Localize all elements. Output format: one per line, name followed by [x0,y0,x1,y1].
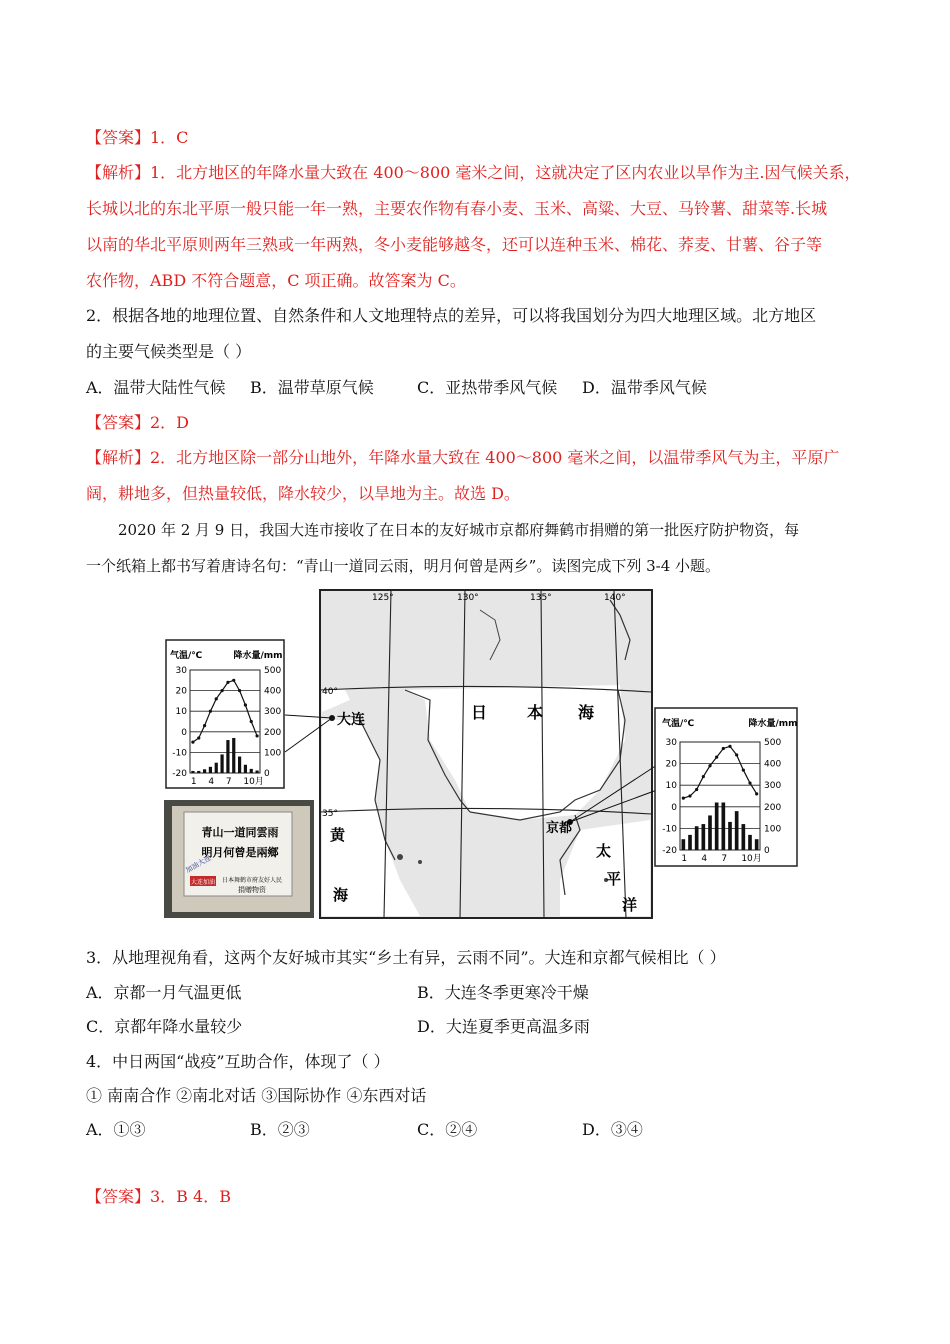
temp-point [220,689,223,692]
q1-analysis-line-2: 长城以北的东北平原一般只能一年一熟，主要农作物有春小麦、玉米、高粱、大豆、马铃薯、甜菜等.长城 [86,199,828,218]
q2-analysis-line-2: 阔，耕地多，但热量较低，降水较少，以旱地为主。故选 D。 [86,484,520,503]
temp-point [722,747,725,750]
precip-tick-label: 500 [264,666,282,676]
q2-option-b: B．温带草原气候 [250,378,374,397]
month-tick-label: 4 [701,854,708,864]
temp-point [688,794,691,797]
temp-point [244,703,247,706]
q4-option-b: B．②③ [250,1120,310,1139]
donation-box-photo [164,800,314,918]
precip-bar [748,835,752,850]
temp-tick-label: 0 [181,727,187,738]
precip-bar [250,769,253,773]
kyoto-climate-chart [655,708,798,866]
precip-bar [238,757,241,773]
photo-small-print: 日本舞鹤市府友好人民 [221,877,283,884]
temp-point [708,764,711,767]
temp-point [702,775,705,778]
month-tick-label: 1 [681,854,688,864]
month-tick-label: 1 [190,777,197,787]
lat-35: 35° [322,809,338,819]
temp-point [250,720,253,723]
precip-bar [209,767,212,773]
q4-option-d: D．③④ [582,1120,643,1139]
passage-line-2: 一个纸箱上都书写着唐诗名句：“青山一道同云雨，明月何曾是两乡”。读图完成下列 3-4 小题。 [86,557,721,575]
temp-point [226,681,229,684]
label-pacific-3: 洋 [622,896,638,914]
precip-bar [682,839,686,850]
q4-items: ① 南南合作 ②南北对话 ③国际协作 ④东西对话 [86,1086,427,1105]
label-yellow-sea-2: 海 [333,886,349,904]
q3-option-c: C．京都年降水量较少 [86,1017,243,1036]
month-tick-label: 10月 [741,854,762,864]
q2-option-c: C．亚热带季风气候 [417,378,558,397]
q2-answer: 【答案】2．D [86,413,190,432]
q2-stem-line-2: 的主要气候类型是（ ） [86,342,252,361]
precip-bar [715,802,719,850]
month-tick-label: 7 [721,854,728,864]
precip-bar [742,824,746,850]
temp-point [728,745,731,748]
temp-tick-label: 10 [665,781,677,792]
precip-tick-label: 0 [764,846,770,856]
precip-bar [226,740,229,773]
q4-option-c: C．②④ [417,1120,478,1139]
temp-point [735,753,738,756]
temp-point [682,797,685,800]
q3-option-b: B．大连冬季更寒冷干燥 [417,983,589,1002]
precip-tick-label: 200 [264,727,282,738]
temp-tick-label: -20 [172,769,187,779]
temp-point [197,736,200,739]
precip-bar [244,765,247,773]
temp-point [215,697,218,700]
answer-3-4: 【答案】3．B 4．B [86,1187,231,1206]
precip-bar [695,826,699,850]
precip-bar [755,839,759,850]
lon-130: 130° [457,593,479,603]
temp-point [742,768,745,771]
temp-tick-label: -10 [662,824,677,835]
temp-point [755,792,758,795]
q1-analysis-line-4: 农作物，ABD 不符合题意，C 项正确。故答案为 C。 [86,271,466,290]
label-pacific-1: 太 [596,842,612,860]
label-kyoto: 京都 [546,821,573,836]
photo-poem-line-2: 明月何曾是兩鄉 [201,846,279,859]
precip-bar [688,835,692,850]
temp-tick-label: 0 [671,802,677,813]
temp-tick-label: 30 [175,666,187,676]
temp-point [695,788,698,791]
q3-option-d: D．大连夏季更高温多雨 [417,1017,590,1036]
temp-tick-label: 30 [665,738,677,748]
temp-point [203,724,206,727]
photo-side-text: 加油大连 [184,853,213,875]
precip-tick-label: 400 [764,759,782,770]
label-dalian: 大连 [337,712,365,728]
lat-40: 40° [322,687,338,697]
precip-bar [191,771,194,773]
precip-tick-label: 200 [764,802,782,813]
map [285,590,657,918]
chart1-temp-label: 气温/℃ [170,651,203,661]
precip-bar [220,754,223,773]
temp-point [209,710,212,713]
precip-bar [702,824,706,850]
temp-tick-label: 10 [175,707,187,718]
temp-point [238,689,241,692]
precip-tick-label: 0 [264,769,270,779]
temp-tick-label: 20 [175,686,187,697]
lon-125: 125° [372,593,394,603]
temp-point [748,781,751,784]
q2-stem-line-1: 2．根据各地的地理位置、自然条件和人文地理特点的差异，可以将我国划分为四大地理区域。北方地区 [86,306,817,325]
q2-option-d: D．温带季风气候 [582,378,707,397]
precip-bar [215,763,218,773]
label-sea-of-japan-1: 日 [471,703,488,722]
precip-bar [728,822,732,850]
temp-tick-label: -10 [172,748,187,759]
month-tick-label: 10月 [243,777,264,787]
chart1-precip-label: 降水量/mm [233,651,283,661]
photo-small-print-2: 捐赠物资 [238,886,266,894]
chart2-precip-label: 降水量/mm [748,719,798,729]
q3-option-a: A．京都一月气温更低 [86,983,242,1002]
precip-tick-label: 500 [764,738,782,748]
q2-option-a: A．温带大陆性气候 [86,378,226,397]
passage-line-1: 2020 年 2 月 9 日，我国大连市接收了在日本的友好城市京都府舞鹤市捐赠的第一批医疗防护物资，每 [118,521,800,539]
precip-bar [203,769,206,773]
precip-bar [255,771,258,773]
q2-analysis-line-1: 【解析】2．北方地区除一部分山地外，年降水量大致在 400～800 毫米之间，以温带季风气为主，平原广 [86,448,840,467]
label-pacific-2: 平 [606,870,622,888]
precip-bar [722,802,726,850]
lon-135: 135° [530,593,552,603]
q1-analysis-line-3: 以南的华北平原则两年三熟或一年两熟，冬小麦能够越冬，还可以连种玉米、棉花、荞麦、甘薯、谷子等 [86,235,823,254]
temp-point [191,741,194,744]
precip-tick-label: 300 [764,781,782,792]
q3-stem: 3．从地理视角看，这两个友好城市其实“乡土有异，云雨不同”。大连和京都气候相比（ ） [86,948,726,967]
precip-bar [197,771,200,773]
precip-bar [708,815,712,850]
month-tick-label: 7 [225,777,232,787]
lon-140: 140° [604,593,626,603]
precip-bar [232,738,235,773]
dalian-climate-chart [166,640,284,788]
temp-point [232,679,235,682]
temp-tick-label: 20 [665,759,677,770]
q1-answer: 【答案】1．C [86,128,189,147]
photo-badge: 大连加油 [190,879,216,886]
label-yellow-sea-1: 黄 [330,826,346,844]
q4-option-a: A．①③ [86,1120,146,1139]
temp-point [255,734,258,737]
photo-poem-line-1: 青山一道同雲雨 [201,826,279,839]
q1-analysis-line-1: 【解析】1．北方地区的年降水量大致在 400～800 毫米之间，这就决定了区内农业以旱作为主.因气候关系， [86,163,861,182]
chart2-temp-label: 气温/℃ [662,719,695,729]
precip-tick-label: 100 [264,748,282,759]
precip-tick-label: 400 [264,686,282,697]
q4-stem: 4．中日两国“战疫”互助合作，体现了（ ） [86,1052,390,1071]
precip-tick-label: 100 [764,824,782,835]
label-sea-of-japan-2: 本 [527,703,544,722]
precip-tick-label: 300 [264,707,282,718]
month-tick-label: 4 [208,777,215,787]
label-sea-of-japan-3: 海 [578,703,595,722]
precip-bar [735,811,739,850]
temp-point [715,756,718,759]
temp-tick-label: -20 [662,846,677,856]
